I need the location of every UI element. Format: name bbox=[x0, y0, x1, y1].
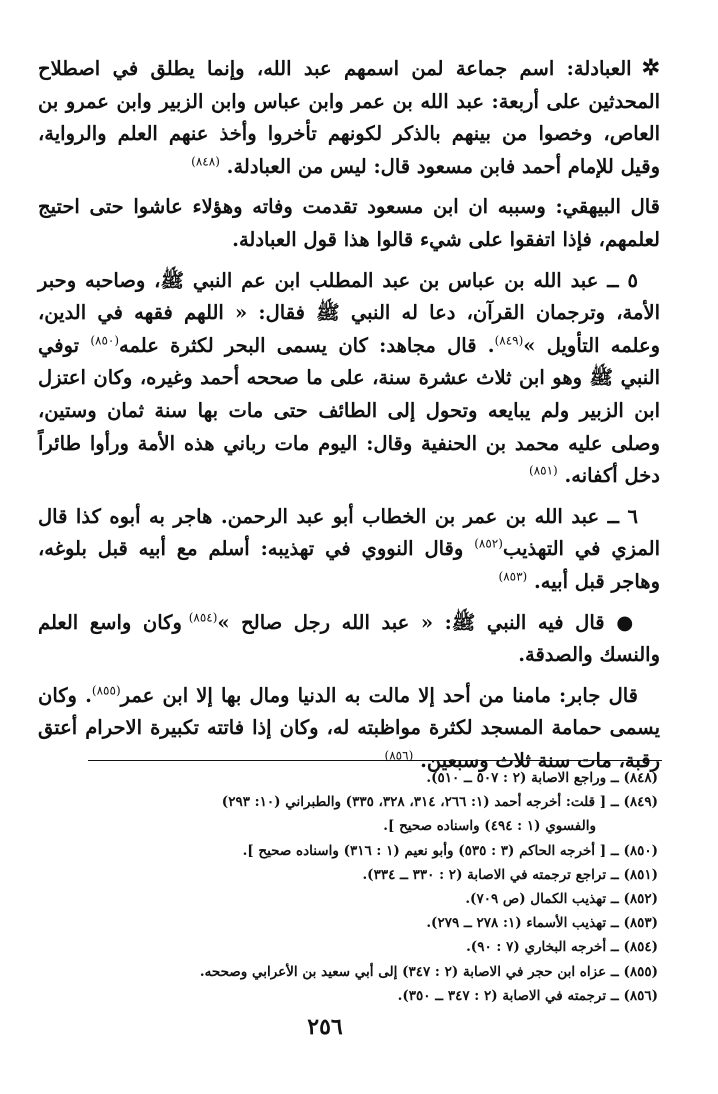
footnote bbox=[32, 935, 658, 959]
footnote bbox=[32, 790, 658, 814]
footnote bbox=[32, 911, 658, 935]
footnote bbox=[32, 984, 658, 1008]
footnote bbox=[32, 839, 658, 863]
paragraph-text: ٦ ــ عبد الله بن عمر بن الخطاب أبو عبد الرحمن. هاجر به أبوه كذا قال المزي في التهذيب bbox=[38, 504, 660, 561]
footnote-ref: (٨٤٨) bbox=[191, 154, 220, 169]
footnote bbox=[32, 960, 658, 984]
footnote-number: (٨٤٨) bbox=[623, 770, 658, 786]
footnote-text: ــ وراجع الاصابة (٢ : ٥٠٧ ــ ٥١٠). bbox=[426, 770, 619, 786]
footnote-number: (٨٥٥) bbox=[623, 963, 658, 980]
footnote-ref: (٨٥٣) bbox=[498, 569, 528, 584]
footnote-ref: (٨٥١) bbox=[529, 463, 558, 478]
footnote-ref: (٨٥٢) bbox=[474, 536, 503, 551]
footnote-text: ــ تهذيب الأسماء (١: ٢٧٨ ــ ٢٧٩). bbox=[426, 915, 619, 932]
footnote-text: والفسوي (١ : ٤٩٤) واسناده صحيح ]. bbox=[383, 818, 596, 835]
footnote-divider bbox=[88, 760, 662, 761]
paragraph-text: قال فيه النبي ﷺ: « عبد الله رجل صالح » bbox=[217, 610, 605, 634]
paragraph-text: العبادلة: اسم جماعة لمن اسمهم عبد الله، وإنما يطلق في اصطلاح المحدثين على أربعة: عبد الله بن عمر وابن عباس وابن الزبير وابن عمرو بن العاص، وخصوا من بينهم بالذكر لكونهم تأخروا وأخذ عنهم العلم والرواية، وقيل للإمام أحمد فابن مسعود قال: ليس من العبادلة. bbox=[38, 57, 660, 178]
footnote-number: (٨٤٩) bbox=[623, 794, 658, 811]
footnote-number: (٨٥٦) bbox=[623, 987, 658, 1004]
paragraph-bayhaqi bbox=[38, 191, 660, 256]
paragraph-text: . وكان يسمى حمامة المسجد لكثرة مواظبته له، وكان إذا فاتته تكبيرة الاحرام أعتق رقبة، مات سنة ثلاث وسبعين. bbox=[38, 683, 660, 772]
paragraph-text: ٥ ــ عبد الله بن عباس بن عبد المطلب ابن عم النبي ﷺ، وصاحبه وحبر الأمة، وترجمان القرآن، دعا له النبي ﷺ فقال: « اللهم فقهه في الدين، وعلمه التأويل » bbox=[38, 268, 660, 357]
footnote-number: (٨٥٠) bbox=[623, 842, 658, 859]
footnote-ref: (٨٥٤) bbox=[188, 610, 218, 624]
footnote-ref: (٨٤٩) bbox=[494, 333, 524, 348]
footnote-ref: (٨٥٠) bbox=[90, 333, 120, 348]
footnote-text: ــ [ قلت: أخرجه أحمد (١: ٢٦٦، ٣١٤، ٣٢٨، ٣٣٥) والطبراني (١٠: ٢٩٣) bbox=[221, 794, 619, 811]
footnote-text: ــ تراجع ترجمته في الاصابة (٢ : ٣٣٠ ــ ٣٣٤). bbox=[362, 866, 619, 883]
footnote-text: ــ ترجمته في الاصابة (٢ : ٣٤٧ ــ ٣٥٠). bbox=[397, 987, 619, 1004]
paragraph-text: قال البيهقي: وسببه ان ابن مسعود تقدمت وفاته وهؤلاء عاشوا حتى احتيج لعلمهم، فإذا اتفقوا على شيء قالوا هذا قول العبادلة. bbox=[38, 195, 660, 251]
main-text bbox=[38, 52, 660, 785]
paragraph-text: وكان واسع العلم والنسك والصدقة. bbox=[38, 610, 660, 667]
paragraph-text: وقال النووي في تهذيبه: أسلم مع أبيه قبل بلوغه، وهاجر قبل أبيه. bbox=[38, 537, 660, 593]
footnote-ref: (٨٥٦) bbox=[384, 748, 414, 763]
footnote-text: ــ عزاه ابن حجر في الاصابة (٢ : ٣٤٧) إلى أبي سعيد بن الأعرابي وصححه. bbox=[199, 963, 619, 980]
footnote-text: ــ [ أخرجه الحاكم (٣ : ٥٣٥) وأبو نعيم (١ : ٣١٦) واسناده صحيح ]. bbox=[242, 842, 619, 859]
footnote-number: (٨٥١) bbox=[623, 866, 658, 883]
footnote-text: ــ تهذيب الكمال (ص ٧٠٩). bbox=[465, 891, 619, 908]
footnote-ref: (٨٥٥) bbox=[91, 683, 121, 698]
footnote-text: ــ أخرجه البخاري (٧ : ٩٠). bbox=[466, 939, 619, 956]
footnote bbox=[32, 766, 658, 790]
paragraph-prophet-saying bbox=[38, 607, 660, 672]
footnote-number: (٨٥٢) bbox=[623, 891, 658, 908]
paragraph-ibn-umar bbox=[38, 501, 660, 599]
footnote-number: (٨٥٣) bbox=[623, 915, 658, 932]
paragraph-text: توفي النبي ﷺ وهو ابن ثلاث عشرة سنة، على ما صححه أحمد وغيره، وكان اعتزل ابن الزبير ولم يبايعه وتحول إلى الطائف حتى مات بها سنة ثمان وستين، وصلى عليه محمد بن الحنفية وقال: اليوم مات رباني هذه الأمة ورأوا طائراً دخل أكفانه. bbox=[38, 333, 660, 488]
paragraph-ibn-abbas bbox=[38, 265, 660, 493]
paragraph-text: قال جابر: مامنا من أحد إلا مالت به الدنيا ومال بها إلا ابن عمر bbox=[120, 683, 638, 707]
footnotes bbox=[32, 766, 658, 1008]
page-number: ٢٥٦ bbox=[307, 1014, 343, 1040]
bullet-icon: ● bbox=[616, 610, 639, 634]
footnote-number: (٨٥٤) bbox=[623, 939, 658, 956]
paragraph-abadila bbox=[38, 52, 660, 183]
paragraph-jabir bbox=[38, 680, 660, 778]
paragraph-text: . قال مجاهد: كان يسمى البحر لكثرة علمه bbox=[119, 333, 495, 357]
footnote bbox=[32, 887, 658, 911]
asterism-icon: ✲ bbox=[641, 55, 660, 81]
footnote-continuation bbox=[32, 814, 658, 838]
footnote bbox=[32, 863, 658, 887]
